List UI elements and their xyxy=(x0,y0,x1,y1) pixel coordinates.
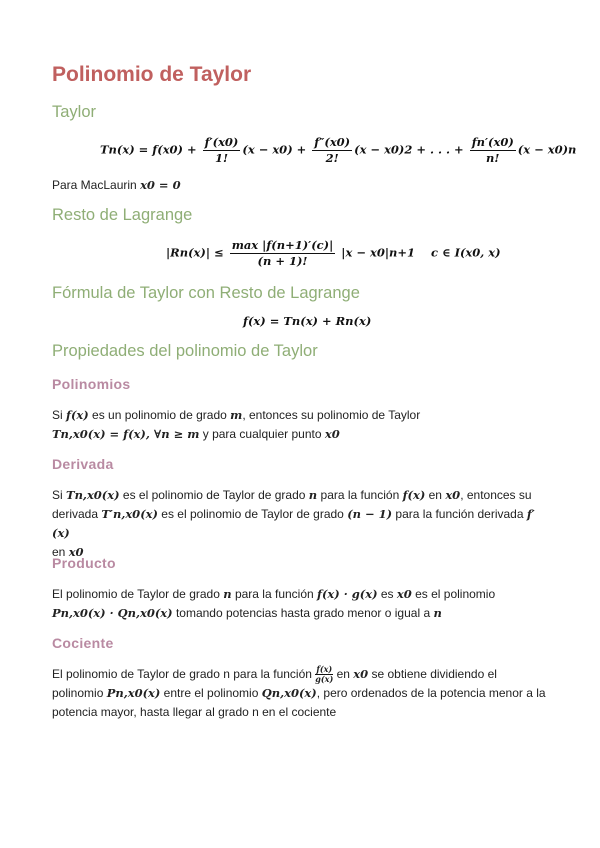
taylor-lhs: Tn(x) = f(x0) + xyxy=(100,142,197,157)
formula-lagrange-math: f(x) = Tn(x) + Rn(x) xyxy=(243,314,372,328)
polinomios-paragraph: Si f(x) es un polinomio de grado m, entonces su polinomio de Taylor Tn,x0(x) = f(x), ∀n ≥ m y para cualquier punto x0 xyxy=(52,408,421,441)
maclaurin-math: x0 = 0 xyxy=(140,178,181,192)
taylor-term2-fraction: $\frac{f''(x0)}{2!}$ xyxy=(314,135,351,165)
cociente-fraction: $\frac{f(x)}{g(x)}$ xyxy=(315,664,334,685)
subheading-polinomios: Polinomios xyxy=(52,376,131,392)
page-title: Polinomio de Taylor xyxy=(52,63,252,86)
section-heading-formula-lagrange: Fórmula de Taylor con Resto de Lagrange xyxy=(52,284,360,302)
subheading-producto: Producto xyxy=(52,555,116,571)
lagrange-condition: c ∈ I(x0, x) xyxy=(431,245,501,260)
taylor-term1-fraction: $\frac{f'(x0)}{1!}$ xyxy=(204,135,239,165)
section-heading-taylor: Taylor xyxy=(52,103,97,121)
section-heading-propiedades: Propiedades del polinomio de Taylor xyxy=(52,342,318,360)
cociente-paragraph: El polinomio de Taylor de grado n para la función $\frac{f(x)}{g(x)}$ en x0 se obtiene dividiendo el polinomio Pn,x0(x) entre el polinomio Qn,x0(x), pero ordenados de la potencia menor a la potencia mayor, hasta llegar al grado n en el cociente xyxy=(52,664,546,720)
lagrange-lhs: |Rn(x)| ≤ xyxy=(166,245,224,260)
lagrange-tail: |x − x0|n+1 xyxy=(341,245,416,260)
subheading-cociente: Cociente xyxy=(52,635,114,651)
subheading-derivada: Derivada xyxy=(52,456,114,472)
section-heading-lagrange: Resto de Lagrange xyxy=(52,206,193,224)
producto-paragraph: El polinomio de Taylor de grado n para la función f(x) · g(x) es x0 es el polinomio Pn,x0(x) · Qn,x0(x) tomando potencias hasta grado menor o igual a n xyxy=(52,587,496,620)
derivada-paragraph: Si Tn,x0(x) es el polinomio de Taylor de grado n para la función f(x) en x0, entonces su derivada T′n,x0(x) es el polinomio de Taylor de grado (n − 1) para la función derivada f′(x) en x0 xyxy=(52,488,535,559)
taylor-termn-fraction: $\frac{fn'(x0)}{n!}$ xyxy=(471,135,514,165)
taylor-term2-tail: (x − x0)2 + . . . + xyxy=(354,142,464,157)
taylor-termn-tail: (x − x0)n xyxy=(517,142,577,157)
taylor-term1-tail: (x − x0) + xyxy=(242,142,307,157)
lagrange-fraction: $\frac{\max |f(n+1)'(c)|}{(n + 1)!}$ xyxy=(231,238,334,268)
taylor-formula xyxy=(100,135,576,166)
maclaurin-text: Para MacLaurin xyxy=(52,178,137,192)
lagrange-formula xyxy=(166,238,501,269)
maclaurin-line xyxy=(52,176,552,195)
